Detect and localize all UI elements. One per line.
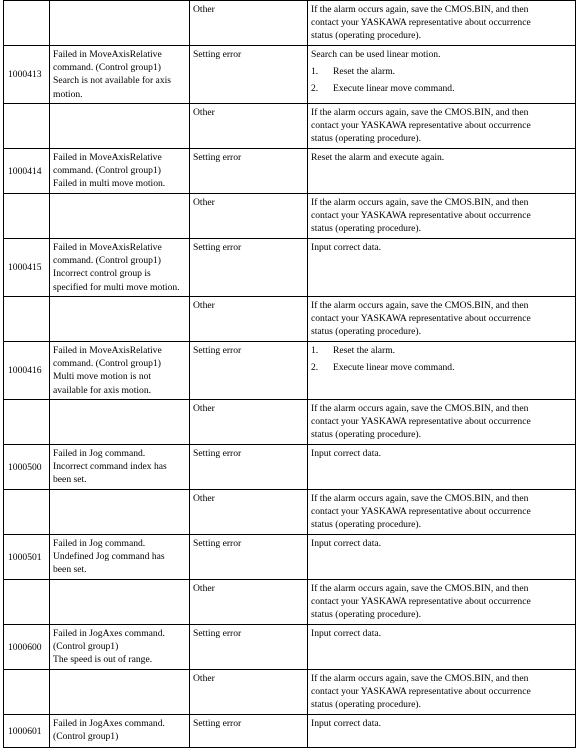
alarm-code: 1000414 — [8, 165, 42, 177]
table-row — [4, 342, 576, 400]
alarm-remedy-cell — [308, 194, 576, 239]
alarm-table-body — [4, 1, 576, 748]
table-row — [4, 670, 576, 715]
remedy-steps-list — [311, 344, 572, 374]
alarm-description-line: Failed in MoveAxisRelative — [53, 152, 162, 163]
table-row — [4, 149, 576, 194]
alarm-remedy-cell — [308, 490, 576, 535]
alarm-remedy-cell — [308, 297, 576, 342]
alarm-code: 1000601 — [8, 725, 42, 737]
alarm-remedy-line: Input correct data. — [311, 628, 382, 639]
alarm-remedy-line: contact your YASKAWA representative about occurrence — [311, 686, 531, 698]
alarm-remedy-line: contact your YASKAWA representative about occurrence — [311, 416, 531, 428]
alarm-remedy-line: Input correct data. — [311, 718, 382, 729]
alarm-type: Other — [193, 583, 215, 594]
alarm-description-cell — [50, 194, 190, 239]
alarm-description-line: Search is not available for axis — [53, 75, 172, 87]
alarm-description-cell — [50, 297, 190, 342]
alarm-type: Setting error — [193, 345, 242, 356]
remedy-step-text: Reset the alarm. — [333, 345, 396, 356]
alarm-type-cell — [190, 400, 308, 445]
alarm-type-cell — [190, 715, 308, 748]
alarm-description-line: Failed in MoveAxisRelative — [53, 49, 162, 60]
table-row — [4, 46, 576, 104]
alarm-remedy-cell — [308, 1, 576, 46]
alarm-code-cell — [4, 670, 50, 715]
alarm-type-cell — [190, 46, 308, 104]
alarm-code-cell — [4, 149, 50, 194]
alarm-type-cell — [190, 670, 308, 715]
alarm-description-cell — [50, 580, 190, 625]
alarm-remedy-cell — [308, 670, 576, 715]
alarm-remedy-cell — [308, 535, 576, 580]
alarm-remedy-line: If the alarm occurs again, save the CMOS.BIN, and then — [311, 197, 529, 208]
alarm-remedy-line: contact your YASKAWA representative about occurrence — [311, 313, 531, 325]
alarm-type-cell — [190, 342, 308, 400]
alarm-code-cell — [4, 297, 50, 342]
alarm-description-line: Undefined Jog command has — [53, 551, 165, 563]
alarm-type: Setting error — [193, 49, 242, 60]
alarm-remedy-line: status (operating procedure). — [311, 699, 422, 711]
alarm-description-line: Failed in JogAxes command. — [53, 718, 165, 729]
alarm-type-cell — [190, 239, 308, 297]
alarm-remedy-line: If the alarm occurs again, save the CMOS.BIN, and then — [311, 673, 529, 684]
alarm-description-line: command. (Control group1) — [53, 62, 161, 74]
table-row — [4, 580, 576, 625]
alarm-description-line: Failed in multi move motion. — [53, 178, 166, 190]
alarm-remedy-line: If the alarm occurs again, save the CMOS.BIN, and then — [311, 107, 529, 118]
alarm-type-cell — [190, 490, 308, 535]
alarm-code-cell — [4, 1, 50, 46]
table-row — [4, 625, 576, 670]
alarm-remedy-line: status (operating procedure). — [311, 30, 422, 42]
alarm-code-cell — [4, 445, 50, 490]
alarm-code: 1000415 — [8, 262, 42, 274]
alarm-description-line: available for axis motion. — [53, 384, 152, 396]
alarm-remedy-cell — [308, 715, 576, 748]
alarm-type: Setting error — [193, 242, 242, 253]
alarm-remedy-line: status (operating procedure). — [311, 429, 422, 441]
alarm-remedy-line: contact your YASKAWA representative about occurrence — [311, 17, 531, 29]
alarm-code: 1000600 — [8, 641, 42, 653]
alarm-remedy-cell — [308, 104, 576, 149]
alarm-type-cell — [190, 580, 308, 625]
alarm-type-cell — [190, 297, 308, 342]
alarm-remedy-line: status (operating procedure). — [311, 223, 422, 235]
alarm-type: Setting error — [193, 448, 242, 459]
remedy-step — [311, 344, 572, 357]
alarm-code-cell — [4, 46, 50, 104]
alarm-remedy-line: status (operating procedure). — [311, 519, 422, 531]
alarm-remedy-line: If the alarm occurs again, save the CMOS.BIN, and then — [311, 4, 529, 15]
remedy-step-number: 1. — [311, 66, 319, 78]
alarm-code: 1000501 — [8, 551, 42, 563]
alarm-code-cell — [4, 194, 50, 239]
alarm-description-line: Failed in MoveAxisRelative — [53, 242, 162, 253]
table-row — [4, 104, 576, 149]
alarm-description-cell — [50, 149, 190, 194]
alarm-code: 1000413 — [8, 69, 42, 81]
table-row — [4, 490, 576, 535]
alarm-type-cell — [190, 445, 308, 490]
alarm-type: Other — [193, 4, 215, 15]
alarm-code-cell — [4, 400, 50, 445]
alarm-remedy-line: If the alarm occurs again, save the CMOS.BIN, and then — [311, 493, 529, 504]
table-row — [4, 400, 576, 445]
table-row — [4, 535, 576, 580]
alarm-type-cell — [190, 1, 308, 46]
alarm-type: Setting error — [193, 152, 242, 163]
alarm-code-cell — [4, 490, 50, 535]
alarm-code-cell — [4, 104, 50, 149]
alarm-remedy-cell — [308, 239, 576, 297]
remedy-step — [311, 65, 572, 78]
alarm-remedy-line: Search can be used linear motion. — [311, 49, 441, 60]
alarm-description-cell — [50, 239, 190, 297]
alarm-description-line: Incorrect command index has — [53, 461, 167, 473]
alarm-description-cell — [50, 1, 190, 46]
alarm-type: Other — [193, 107, 215, 118]
alarm-description-line: Incorrect control group is — [53, 268, 151, 280]
alarm-remedy-line: Input correct data. — [311, 538, 382, 549]
alarm-remedy-cell — [308, 625, 576, 670]
alarm-description-line: motion. — [53, 88, 83, 100]
remedy-step-number: 2. — [311, 83, 319, 95]
alarm-description-line: (Control group1) — [53, 641, 119, 653]
alarm-remedy-line: contact your YASKAWA representative about occurrence — [311, 120, 531, 132]
alarm-remedy-line: If the alarm occurs again, save the CMOS.BIN, and then — [311, 403, 529, 414]
table-row — [4, 194, 576, 239]
alarm-code-cell — [4, 342, 50, 400]
alarm-description-line: specified for multi move motion. — [53, 281, 180, 293]
alarm-description-cell — [50, 445, 190, 490]
alarm-description-line: command. (Control group1) — [53, 255, 161, 267]
alarm-type: Setting error — [193, 538, 242, 549]
remedy-step-number: 2. — [311, 362, 319, 374]
alarm-description-cell — [50, 535, 190, 580]
alarm-type: Setting error — [193, 718, 242, 729]
alarm-type-cell — [190, 104, 308, 149]
table-row — [4, 1, 576, 46]
alarm-description-cell — [50, 104, 190, 149]
alarm-description-cell — [50, 46, 190, 104]
remedy-step-text: Execute linear move command. — [333, 362, 455, 374]
alarm-type: Other — [193, 197, 215, 208]
alarm-description-cell — [50, 490, 190, 535]
table-row — [4, 445, 576, 490]
remedy-step — [311, 82, 572, 95]
alarm-description-cell — [50, 400, 190, 445]
alarm-description-line: Multi move motion is not — [53, 371, 152, 383]
alarm-description-line: command. (Control group1) — [53, 358, 161, 370]
alarm-remedy-line: If the alarm occurs again, save the CMOS.BIN, and then — [311, 300, 529, 311]
table-row — [4, 715, 576, 748]
alarm-code-cell — [4, 239, 50, 297]
alarm-remedy-line: If the alarm occurs again, save the CMOS.BIN, and then — [311, 583, 529, 594]
alarm-remedy-cell — [308, 342, 576, 400]
alarm-type: Other — [193, 403, 215, 414]
alarm-remedy-line: contact your YASKAWA representative about occurrence — [311, 506, 531, 518]
alarm-type-cell — [190, 194, 308, 239]
alarm-description-line: The speed is out of range. — [53, 654, 153, 666]
alarm-type: Other — [193, 673, 215, 684]
alarm-remedy-line: Input correct data. — [311, 242, 382, 253]
alarm-type: Other — [193, 493, 215, 504]
alarm-description-line: Failed in Jog command. — [53, 448, 146, 459]
alarm-table — [3, 0, 576, 748]
alarm-description-line: Failed in JogAxes command. — [53, 628, 165, 639]
alarm-description-line: (Control group1) — [53, 731, 119, 743]
table-row — [4, 297, 576, 342]
alarm-remedy-cell — [308, 149, 576, 194]
alarm-description-line: Failed in Jog command. — [53, 538, 146, 549]
remedy-step-number: 1. — [311, 345, 319, 356]
alarm-type-cell — [190, 149, 308, 194]
alarm-description-cell — [50, 670, 190, 715]
remedy-step-text: Execute linear move command. — [333, 83, 455, 95]
alarm-remedy-line: Input correct data. — [311, 448, 382, 459]
alarm-type-cell — [190, 625, 308, 670]
alarm-remedy-cell — [308, 400, 576, 445]
alarm-remedy-line: contact your YASKAWA representative about occurrence — [311, 210, 531, 222]
table-row — [4, 239, 576, 297]
alarm-remedy-line: Reset the alarm and execute again. — [311, 152, 445, 163]
alarm-code-cell — [4, 535, 50, 580]
alarm-remedy-line: status (operating procedure). — [311, 133, 422, 145]
alarm-description-cell — [50, 625, 190, 670]
alarm-type-cell — [190, 535, 308, 580]
remedy-step-text: Reset the alarm. — [333, 66, 396, 78]
remedy-steps-list — [311, 65, 572, 95]
alarm-description-line: been set. — [53, 564, 87, 576]
alarm-remedy-line: status (operating procedure). — [311, 326, 422, 338]
alarm-remedy-line: contact your YASKAWA representative about occurrence — [311, 596, 531, 608]
alarm-description-line: been set. — [53, 474, 87, 486]
alarm-description-cell — [50, 342, 190, 400]
remedy-step — [311, 361, 572, 374]
alarm-remedy-cell — [308, 580, 576, 625]
alarm-code-cell — [4, 580, 50, 625]
alarm-description-line: Failed in MoveAxisRelative — [53, 345, 162, 356]
alarm-code-cell — [4, 715, 50, 748]
alarm-remedy-cell — [308, 445, 576, 490]
alarm-code: 1000416 — [8, 365, 42, 377]
alarm-type: Other — [193, 300, 215, 311]
alarm-remedy-line: status (operating procedure). — [311, 609, 422, 621]
alarm-type: Setting error — [193, 628, 242, 639]
alarm-code-cell — [4, 625, 50, 670]
alarm-code: 1000500 — [8, 461, 42, 473]
alarm-description-cell — [50, 715, 190, 748]
alarm-description-line: command. (Control group1) — [53, 165, 161, 177]
alarm-remedy-cell — [308, 46, 576, 104]
